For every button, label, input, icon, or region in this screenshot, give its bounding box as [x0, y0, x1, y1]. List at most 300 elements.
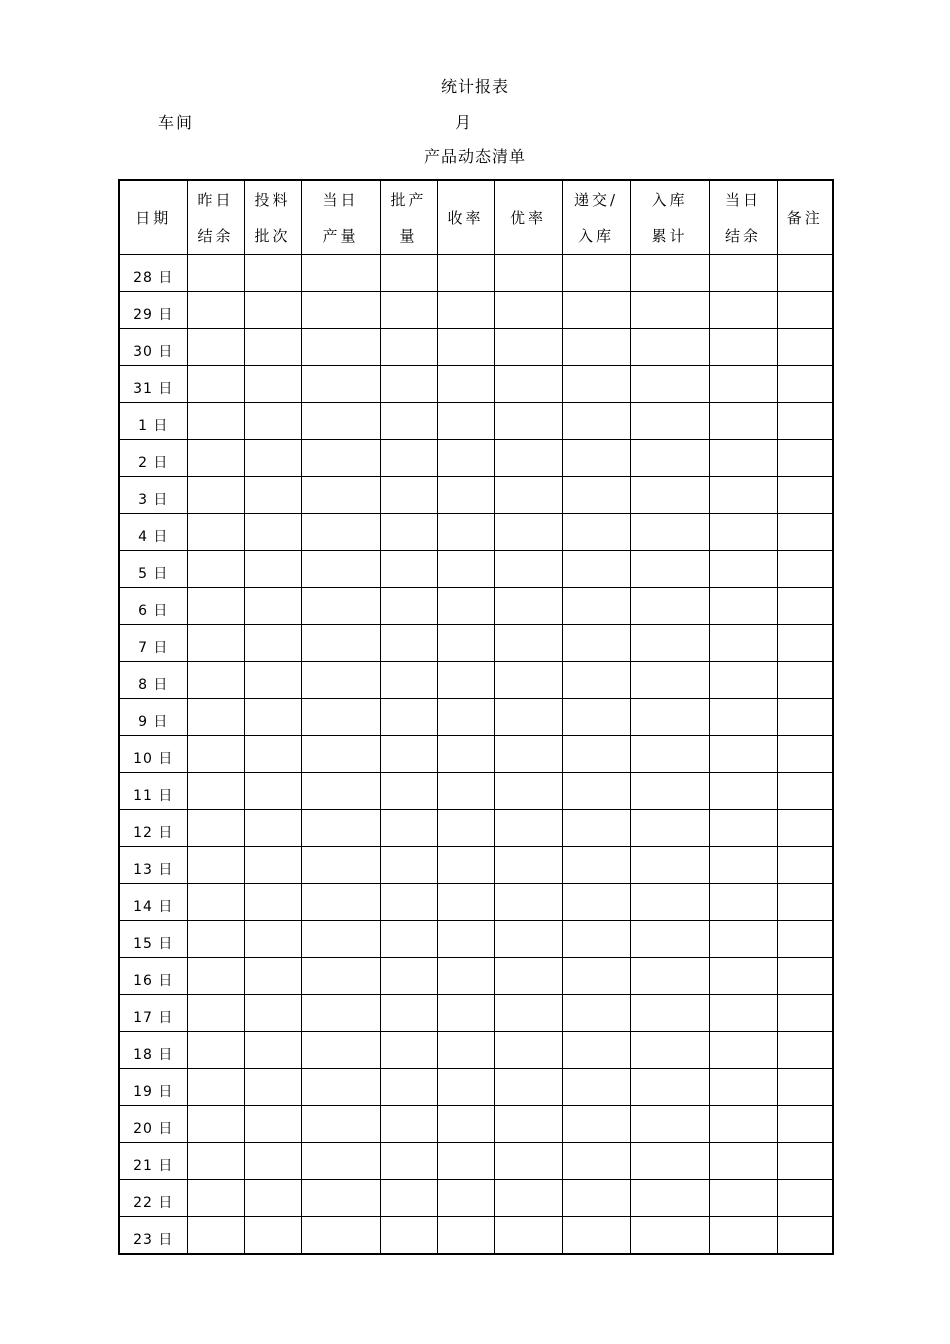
empty-entry-cell[interactable] — [187, 995, 244, 1032]
empty-entry-cell[interactable] — [494, 773, 562, 810]
empty-entry-cell[interactable] — [709, 1143, 777, 1180]
empty-entry-cell[interactable] — [777, 440, 833, 477]
empty-entry-cell[interactable] — [777, 1217, 833, 1255]
empty-entry-cell[interactable] — [562, 588, 630, 625]
row-date-cell: 20 日 — [119, 1106, 187, 1143]
empty-entry-cell[interactable] — [244, 847, 301, 884]
empty-entry-cell[interactable] — [709, 1106, 777, 1143]
empty-entry-cell[interactable] — [380, 255, 437, 292]
empty-entry-cell[interactable] — [301, 255, 380, 292]
empty-entry-cell[interactable] — [244, 921, 301, 958]
empty-entry-cell[interactable] — [709, 847, 777, 884]
empty-entry-cell[interactable] — [437, 588, 494, 625]
empty-entry-cell[interactable] — [777, 847, 833, 884]
empty-entry-cell[interactable] — [494, 1069, 562, 1106]
empty-entry-cell[interactable] — [380, 810, 437, 847]
empty-entry-cell[interactable] — [630, 1069, 709, 1106]
column-header-line: 结余 — [197, 226, 234, 245]
empty-entry-cell[interactable] — [187, 1069, 244, 1106]
empty-entry-cell[interactable] — [301, 625, 380, 662]
empty-entry-cell[interactable] — [380, 1069, 437, 1106]
empty-entry-cell[interactable] — [301, 1217, 380, 1255]
empty-entry-cell[interactable] — [244, 810, 301, 847]
empty-entry-cell[interactable] — [562, 662, 630, 699]
empty-entry-cell[interactable] — [301, 1180, 380, 1217]
empty-entry-cell[interactable] — [187, 588, 244, 625]
empty-entry-cell[interactable] — [709, 736, 777, 773]
empty-entry-cell[interactable] — [380, 588, 437, 625]
empty-entry-cell[interactable] — [709, 477, 777, 514]
empty-entry-cell[interactable] — [301, 699, 380, 736]
empty-entry-cell[interactable] — [562, 773, 630, 810]
empty-entry-cell[interactable] — [437, 699, 494, 736]
empty-entry-cell[interactable] — [187, 884, 244, 921]
empty-entry-cell[interactable] — [301, 1106, 380, 1143]
empty-entry-cell[interactable] — [709, 1069, 777, 1106]
empty-entry-cell[interactable] — [437, 403, 494, 440]
empty-entry-cell[interactable] — [562, 921, 630, 958]
empty-entry-cell[interactable] — [380, 1217, 437, 1255]
empty-entry-cell[interactable] — [437, 514, 494, 551]
empty-entry-cell[interactable] — [187, 810, 244, 847]
empty-entry-cell[interactable] — [187, 366, 244, 403]
column-header-line: 入库 — [651, 190, 688, 209]
empty-entry-cell[interactable] — [380, 736, 437, 773]
empty-entry-cell[interactable] — [630, 255, 709, 292]
empty-entry-cell[interactable] — [187, 921, 244, 958]
empty-entry-cell[interactable] — [562, 1180, 630, 1217]
empty-entry-cell[interactable] — [494, 699, 562, 736]
empty-entry-cell[interactable] — [494, 958, 562, 995]
empty-entry-cell[interactable] — [380, 477, 437, 514]
empty-entry-cell[interactable] — [494, 255, 562, 292]
empty-entry-cell[interactable] — [494, 329, 562, 366]
column-header-line: 批产 — [390, 190, 427, 209]
column-header-line: 备注 — [786, 208, 823, 227]
empty-entry-cell[interactable] — [380, 1032, 437, 1069]
empty-entry-cell[interactable] — [437, 1180, 494, 1217]
empty-entry-cell[interactable] — [494, 477, 562, 514]
empty-entry-cell[interactable] — [494, 292, 562, 329]
empty-entry-cell[interactable] — [380, 1106, 437, 1143]
empty-entry-cell[interactable] — [380, 662, 437, 699]
empty-entry-cell[interactable] — [562, 1032, 630, 1069]
empty-entry-cell[interactable] — [380, 847, 437, 884]
empty-entry-cell[interactable] — [437, 662, 494, 699]
empty-entry-cell[interactable] — [301, 403, 380, 440]
empty-entry-cell[interactable] — [777, 329, 833, 366]
empty-entry-cell[interactable] — [244, 514, 301, 551]
empty-entry-cell[interactable] — [244, 1069, 301, 1106]
table-row — [119, 551, 833, 588]
empty-entry-cell[interactable] — [437, 773, 494, 810]
empty-entry-cell[interactable] — [709, 625, 777, 662]
empty-entry-cell[interactable] — [301, 884, 380, 921]
empty-entry-cell[interactable] — [301, 773, 380, 810]
empty-entry-cell[interactable] — [187, 551, 244, 588]
empty-entry-cell[interactable] — [777, 514, 833, 551]
empty-entry-cell[interactable] — [244, 995, 301, 1032]
empty-entry-cell[interactable] — [630, 736, 709, 773]
empty-entry-cell[interactable] — [630, 1217, 709, 1255]
empty-entry-cell[interactable] — [244, 1217, 301, 1255]
empty-entry-cell[interactable] — [630, 884, 709, 921]
row-date-cell: 17 日 — [119, 995, 187, 1032]
empty-entry-cell[interactable] — [630, 403, 709, 440]
empty-entry-cell[interactable] — [494, 514, 562, 551]
empty-entry-cell[interactable] — [494, 551, 562, 588]
empty-entry-cell[interactable] — [380, 292, 437, 329]
empty-entry-cell[interactable] — [709, 292, 777, 329]
empty-entry-cell[interactable] — [437, 810, 494, 847]
table-row — [119, 995, 833, 1032]
empty-entry-cell[interactable] — [630, 847, 709, 884]
empty-entry-cell[interactable] — [301, 995, 380, 1032]
empty-entry-cell[interactable] — [562, 1143, 630, 1180]
empty-entry-cell[interactable] — [244, 440, 301, 477]
column-header-line: 当日 — [724, 190, 761, 209]
empty-entry-cell[interactable] — [380, 958, 437, 995]
empty-entry-cell[interactable] — [187, 514, 244, 551]
empty-entry-cell[interactable] — [244, 588, 301, 625]
empty-entry-cell[interactable] — [630, 1106, 709, 1143]
empty-entry-cell[interactable] — [562, 810, 630, 847]
empty-entry-cell[interactable] — [437, 329, 494, 366]
empty-entry-cell[interactable] — [187, 440, 244, 477]
empty-entry-cell[interactable] — [380, 514, 437, 551]
empty-entry-cell[interactable] — [244, 1180, 301, 1217]
empty-entry-cell[interactable] — [709, 551, 777, 588]
row-date-cell: 12 日 — [119, 810, 187, 847]
empty-entry-cell[interactable] — [709, 366, 777, 403]
empty-entry-cell[interactable] — [630, 514, 709, 551]
empty-entry-cell[interactable] — [437, 440, 494, 477]
empty-entry-cell[interactable] — [630, 551, 709, 588]
table-row — [119, 884, 833, 921]
empty-entry-cell[interactable] — [709, 995, 777, 1032]
empty-entry-cell[interactable] — [562, 1069, 630, 1106]
empty-entry-cell[interactable] — [562, 440, 630, 477]
empty-entry-cell[interactable] — [244, 366, 301, 403]
empty-entry-cell[interactable] — [301, 440, 380, 477]
table-row — [119, 699, 833, 736]
empty-entry-cell[interactable] — [301, 847, 380, 884]
empty-entry-cell[interactable] — [187, 958, 244, 995]
empty-entry-cell[interactable] — [777, 921, 833, 958]
empty-entry-cell[interactable] — [380, 995, 437, 1032]
empty-entry-cell[interactable] — [777, 699, 833, 736]
empty-entry-cell[interactable] — [562, 847, 630, 884]
empty-entry-cell[interactable] — [187, 1032, 244, 1069]
empty-entry-cell[interactable] — [187, 847, 244, 884]
empty-entry-cell[interactable] — [301, 366, 380, 403]
empty-entry-cell[interactable] — [709, 1217, 777, 1255]
empty-entry-cell[interactable] — [437, 292, 494, 329]
empty-entry-cell[interactable] — [301, 958, 380, 995]
empty-entry-cell[interactable] — [709, 403, 777, 440]
empty-entry-cell[interactable] — [709, 699, 777, 736]
empty-entry-cell[interactable] — [187, 662, 244, 699]
empty-entry-cell[interactable] — [437, 736, 494, 773]
empty-entry-cell[interactable] — [437, 1143, 494, 1180]
empty-entry-cell[interactable] — [187, 625, 244, 662]
empty-entry-cell[interactable] — [494, 995, 562, 1032]
empty-entry-cell[interactable] — [777, 403, 833, 440]
empty-entry-cell[interactable] — [187, 773, 244, 810]
empty-entry-cell[interactable] — [244, 329, 301, 366]
empty-entry-cell[interactable] — [494, 403, 562, 440]
empty-entry-cell[interactable] — [709, 255, 777, 292]
empty-entry-cell[interactable] — [244, 477, 301, 514]
empty-entry-cell[interactable] — [777, 1032, 833, 1069]
empty-entry-cell[interactable] — [777, 588, 833, 625]
empty-entry-cell[interactable] — [494, 921, 562, 958]
empty-entry-cell[interactable] — [187, 736, 244, 773]
empty-entry-cell[interactable] — [301, 514, 380, 551]
empty-entry-cell[interactable] — [187, 255, 244, 292]
empty-entry-cell[interactable] — [562, 292, 630, 329]
empty-entry-cell[interactable] — [187, 1180, 244, 1217]
empty-entry-cell[interactable] — [494, 1180, 562, 1217]
empty-entry-cell[interactable] — [187, 477, 244, 514]
empty-entry-cell[interactable] — [301, 292, 380, 329]
empty-entry-cell[interactable] — [777, 477, 833, 514]
empty-entry-cell[interactable] — [244, 292, 301, 329]
empty-entry-cell[interactable] — [244, 1106, 301, 1143]
empty-entry-cell[interactable] — [494, 1032, 562, 1069]
empty-entry-cell[interactable] — [709, 773, 777, 810]
empty-entry-cell[interactable] — [437, 551, 494, 588]
empty-entry-cell[interactable] — [244, 255, 301, 292]
empty-entry-cell[interactable] — [494, 1106, 562, 1143]
empty-entry-cell[interactable] — [630, 477, 709, 514]
empty-entry-cell[interactable] — [777, 1143, 833, 1180]
empty-entry-cell[interactable] — [562, 403, 630, 440]
empty-entry-cell[interactable] — [562, 699, 630, 736]
table-row — [119, 958, 833, 995]
empty-entry-cell[interactable] — [709, 329, 777, 366]
empty-entry-cell[interactable] — [437, 847, 494, 884]
empty-entry-cell[interactable] — [777, 551, 833, 588]
empty-entry-cell[interactable] — [630, 699, 709, 736]
empty-entry-cell[interactable] — [562, 551, 630, 588]
empty-entry-cell[interactable] — [244, 551, 301, 588]
empty-entry-cell[interactable] — [380, 366, 437, 403]
empty-entry-cell[interactable] — [777, 292, 833, 329]
table-row — [119, 736, 833, 773]
empty-entry-cell[interactable] — [562, 958, 630, 995]
table-row — [119, 921, 833, 958]
workshop-label: 车间 — [158, 113, 195, 132]
empty-entry-cell[interactable] — [380, 699, 437, 736]
empty-entry-cell[interactable] — [777, 773, 833, 810]
empty-entry-cell[interactable] — [562, 477, 630, 514]
empty-entry-cell[interactable] — [301, 477, 380, 514]
empty-entry-cell[interactable] — [437, 1217, 494, 1255]
empty-entry-cell[interactable] — [187, 1143, 244, 1180]
empty-entry-cell[interactable] — [562, 736, 630, 773]
empty-entry-cell[interactable] — [380, 551, 437, 588]
empty-entry-cell[interactable] — [187, 403, 244, 440]
empty-entry-cell[interactable] — [494, 440, 562, 477]
empty-entry-cell[interactable] — [437, 477, 494, 514]
table-row — [119, 773, 833, 810]
empty-entry-cell[interactable] — [777, 1180, 833, 1217]
table-row — [119, 1106, 833, 1143]
empty-entry-cell[interactable] — [380, 1143, 437, 1180]
empty-entry-cell[interactable] — [777, 810, 833, 847]
empty-entry-cell[interactable] — [562, 329, 630, 366]
empty-entry-cell[interactable] — [437, 366, 494, 403]
empty-entry-cell[interactable] — [630, 1180, 709, 1217]
empty-entry-cell[interactable] — [301, 329, 380, 366]
empty-entry-cell[interactable] — [380, 773, 437, 810]
empty-entry-cell[interactable] — [437, 255, 494, 292]
empty-entry-cell[interactable] — [630, 329, 709, 366]
empty-entry-cell[interactable] — [709, 958, 777, 995]
empty-entry-cell[interactable] — [630, 995, 709, 1032]
empty-entry-cell[interactable] — [380, 921, 437, 958]
empty-entry-cell[interactable] — [494, 588, 562, 625]
empty-entry-cell[interactable] — [630, 1143, 709, 1180]
empty-entry-cell[interactable] — [494, 1143, 562, 1180]
row-date-cell: 29 日 — [119, 292, 187, 329]
empty-entry-cell[interactable] — [244, 736, 301, 773]
row-date-cell: 22 日 — [119, 1180, 187, 1217]
empty-entry-cell[interactable] — [777, 884, 833, 921]
empty-entry-cell[interactable] — [494, 847, 562, 884]
empty-entry-cell[interactable] — [777, 662, 833, 699]
empty-entry-cell[interactable] — [630, 625, 709, 662]
empty-entry-cell[interactable] — [437, 995, 494, 1032]
empty-entry-cell[interactable] — [301, 662, 380, 699]
empty-entry-cell[interactable] — [494, 884, 562, 921]
empty-entry-cell[interactable] — [630, 810, 709, 847]
column-header — [119, 180, 187, 255]
empty-entry-cell[interactable] — [709, 921, 777, 958]
empty-entry-cell[interactable] — [187, 292, 244, 329]
empty-entry-cell[interactable] — [562, 1106, 630, 1143]
empty-entry-cell[interactable] — [244, 958, 301, 995]
empty-entry-cell[interactable] — [187, 1106, 244, 1143]
empty-entry-cell[interactable] — [437, 921, 494, 958]
empty-entry-cell[interactable] — [380, 329, 437, 366]
table-row — [119, 1180, 833, 1217]
empty-entry-cell[interactable] — [244, 625, 301, 662]
empty-entry-cell[interactable] — [244, 403, 301, 440]
empty-entry-cell[interactable] — [630, 366, 709, 403]
empty-entry-cell[interactable] — [709, 810, 777, 847]
empty-entry-cell[interactable] — [777, 366, 833, 403]
empty-entry-cell[interactable] — [777, 1106, 833, 1143]
empty-entry-cell[interactable] — [630, 921, 709, 958]
empty-entry-cell[interactable] — [301, 810, 380, 847]
empty-entry-cell[interactable] — [187, 1217, 244, 1255]
empty-entry-cell[interactable] — [709, 1180, 777, 1217]
empty-entry-cell[interactable] — [494, 366, 562, 403]
empty-entry-cell[interactable] — [709, 514, 777, 551]
empty-entry-cell[interactable] — [777, 625, 833, 662]
empty-entry-cell[interactable] — [244, 884, 301, 921]
row-date-cell: 13 日 — [119, 847, 187, 884]
empty-entry-cell[interactable] — [494, 625, 562, 662]
empty-entry-cell[interactable] — [301, 736, 380, 773]
empty-entry-cell[interactable] — [562, 255, 630, 292]
empty-entry-cell[interactable] — [301, 1032, 380, 1069]
empty-entry-cell[interactable] — [437, 1069, 494, 1106]
empty-entry-cell[interactable] — [380, 403, 437, 440]
empty-entry-cell[interactable] — [380, 440, 437, 477]
empty-entry-cell[interactable] — [244, 699, 301, 736]
empty-entry-cell[interactable] — [777, 736, 833, 773]
empty-entry-cell[interactable] — [709, 440, 777, 477]
empty-entry-cell[interactable] — [380, 1180, 437, 1217]
empty-entry-cell[interactable] — [630, 1032, 709, 1069]
empty-entry-cell[interactable] — [630, 662, 709, 699]
empty-entry-cell[interactable] — [494, 1217, 562, 1255]
column-header — [777, 180, 833, 255]
empty-entry-cell[interactable] — [562, 514, 630, 551]
table-row — [119, 477, 833, 514]
empty-entry-cell[interactable] — [709, 662, 777, 699]
empty-entry-cell[interactable] — [630, 292, 709, 329]
empty-entry-cell[interactable] — [777, 958, 833, 995]
empty-entry-cell[interactable] — [301, 588, 380, 625]
empty-entry-cell[interactable] — [709, 588, 777, 625]
empty-entry-cell[interactable] — [777, 995, 833, 1032]
empty-entry-cell[interactable] — [301, 551, 380, 588]
column-header — [437, 180, 494, 255]
empty-entry-cell[interactable] — [301, 921, 380, 958]
empty-entry-cell[interactable] — [437, 1106, 494, 1143]
empty-entry-cell[interactable] — [437, 884, 494, 921]
empty-entry-cell[interactable] — [187, 329, 244, 366]
empty-entry-cell[interactable] — [562, 884, 630, 921]
empty-entry-cell[interactable] — [301, 1069, 380, 1106]
empty-entry-cell[interactable] — [562, 625, 630, 662]
empty-entry-cell[interactable] — [630, 440, 709, 477]
empty-entry-cell[interactable] — [709, 884, 777, 921]
empty-entry-cell[interactable] — [244, 773, 301, 810]
empty-entry-cell[interactable] — [187, 699, 244, 736]
empty-entry-cell[interactable] — [630, 773, 709, 810]
empty-entry-cell[interactable] — [494, 736, 562, 773]
empty-entry-cell[interactable] — [244, 1143, 301, 1180]
empty-entry-cell[interactable] — [777, 255, 833, 292]
empty-entry-cell[interactable] — [709, 1032, 777, 1069]
row-date-cell: 23 日 — [119, 1217, 187, 1255]
empty-entry-cell[interactable] — [630, 588, 709, 625]
empty-entry-cell[interactable] — [630, 958, 709, 995]
table-row — [119, 1143, 833, 1180]
empty-entry-cell[interactable] — [380, 884, 437, 921]
empty-entry-cell[interactable] — [777, 1069, 833, 1106]
empty-entry-cell[interactable] — [437, 1032, 494, 1069]
empty-entry-cell[interactable] — [380, 625, 437, 662]
empty-entry-cell[interactable] — [244, 1032, 301, 1069]
empty-entry-cell[interactable] — [494, 810, 562, 847]
empty-entry-cell[interactable] — [494, 662, 562, 699]
empty-entry-cell[interactable] — [562, 366, 630, 403]
empty-entry-cell[interactable] — [437, 625, 494, 662]
empty-entry-cell[interactable] — [562, 1217, 630, 1255]
column-header-line: 结余 — [724, 226, 761, 245]
empty-entry-cell[interactable] — [562, 995, 630, 1032]
column-header-line: 产量 — [322, 226, 359, 245]
empty-entry-cell[interactable] — [244, 662, 301, 699]
empty-entry-cell[interactable] — [301, 1143, 380, 1180]
empty-entry-cell[interactable] — [437, 958, 494, 995]
